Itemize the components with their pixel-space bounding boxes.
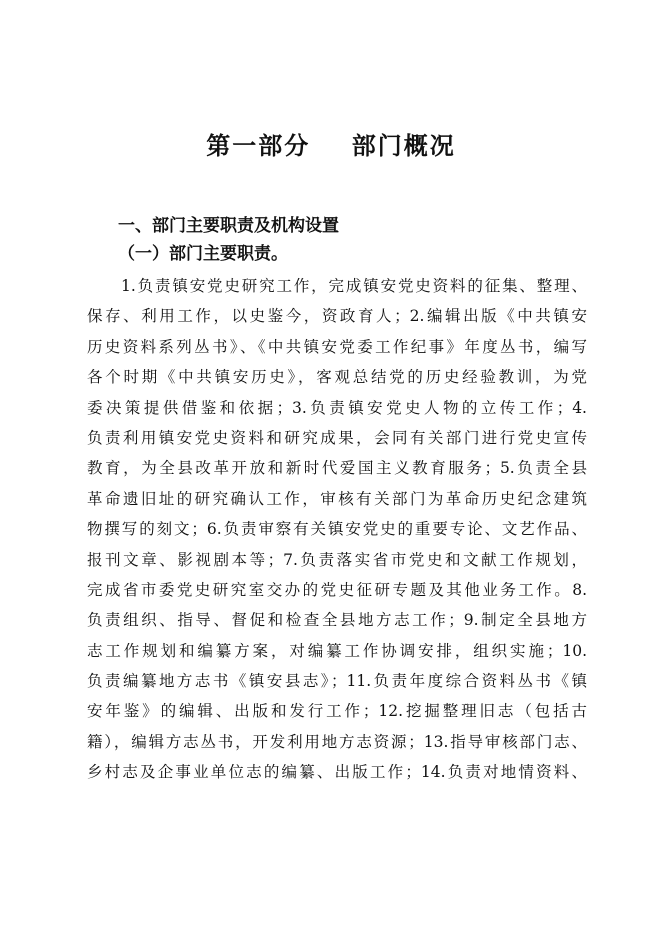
body-line: 委决策提供借鉴和依据；3.负责镇安党史人物的立传工作；4. [87,398,587,417]
body-line: 志工作规划和编纂方案，对编纂工作协调安排，组织实施；10. [87,641,587,660]
body-line: 各个时期《中共镇安历史》，客观总结党的历史经验教训，为党 [87,368,587,387]
body-line: 负责组织、指导、督促和检查全县地方志工作；9.制定全县地方 [87,611,587,630]
page-title: 第一部分 部门概况 [206,131,456,160]
body-line: 安年鉴》的编辑、出版和发行工作；12.挖掘整理旧志（包括古 [87,702,587,721]
body-line: 教育，为全县改革开放和新时代爱国主义教育服务；5.负责全县 [87,459,587,478]
body-line: 乡村志及企事业单位志的编纂、出版工作；14.负责对地情资料、 [87,763,587,782]
body-line: 报刊文章、影视剧本等；7.负责落实省市党史和文献工作规划， [87,550,587,569]
body-line: 历史资料系列丛书》、《中共镇安党委工作纪事》年度丛书，编写 [87,337,587,356]
section-heading: 一、部门主要职责及机构设置 [118,216,339,236]
subsection-heading: （一）部门主要职责。 [118,244,288,264]
body-line: 物撰写的刻文；6.负责审察有关镇安党史的重要专论、文艺作品、 [87,520,587,539]
body-line: 完成省市委党史研究室交办的党史征研专题及其他业务工作。8. [87,580,587,599]
body-line: 负责编纂地方志书《镇安县志》；11.负责年度综合资料丛书《镇 [87,672,587,691]
body-line: 革命遗旧址的研究确认工作，审核有关部门为革命历史纪念建筑 [87,489,587,508]
body-line: 1.负责镇安党史研究工作，完成镇安党史资料的征集、整理、 [121,277,587,295]
body-line: 籍），编辑方志丛书，开发利用地方志资源；13.指导审核部门志、 [87,732,587,751]
body-line: 负责利用镇安党史资料和研究成果，会同有关部门进行党史宣传 [87,428,587,447]
body-line: 保存、利用工作，以史鉴今，资政育人；2.编辑出版《中共镇安 [87,307,587,326]
body-paragraph [87,271,587,788]
